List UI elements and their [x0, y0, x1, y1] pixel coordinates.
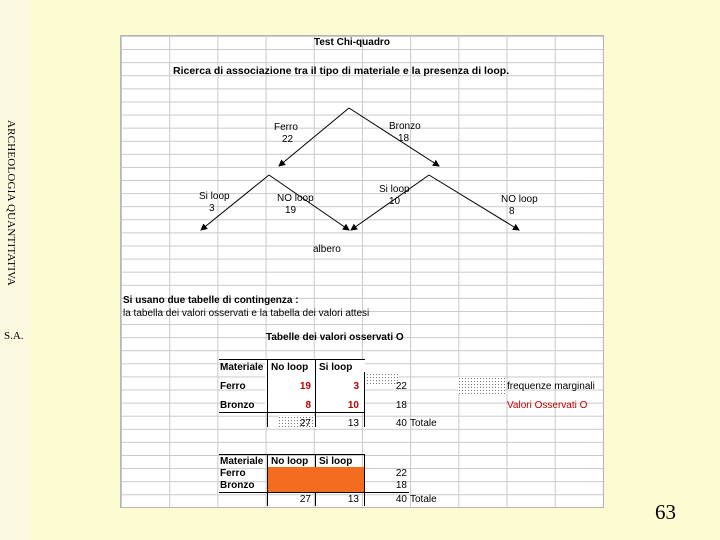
branch-to-bronzo: [349, 108, 439, 166]
expected-total-si: 13: [347, 494, 359, 505]
tree-caption: albero: [313, 244, 341, 255]
intro-line-1: Si usano due tabelle di contingenza :: [123, 295, 299, 306]
tree-ferro-label: Ferro: [274, 122, 298, 133]
legend-dotted-swatch: [458, 377, 505, 394]
observed-row2-no: 8: [305, 400, 311, 411]
legend-observed-text: Valori Osservati O: [507, 400, 588, 411]
tree-ferro-si-value: 3: [209, 203, 215, 214]
expected-col-rule-3: [364, 454, 365, 506]
tree-bronzo-si-label: Si loop: [379, 184, 410, 195]
observed-grand-total: 40: [395, 418, 407, 429]
observed-header-siloop: Si loop: [319, 362, 353, 373]
intro-line-2: la tabella dei valori osservati e la tabella dei valori attesi: [123, 308, 370, 319]
expected-row1-label: Ferro: [220, 468, 246, 479]
tree-bronzo-si-value: 10: [389, 196, 401, 207]
observed-col-rule-1: [267, 359, 268, 427]
observed-table-title: Tabelle dei valori osservati O: [266, 332, 404, 343]
observed-header-noloop: No loop: [271, 362, 309, 373]
probability-tree: [121, 36, 603, 507]
observed-header-rule: [219, 359, 365, 360]
tree-bronzo-no-value: 8: [509, 206, 515, 217]
observed-row1-total: 22: [395, 381, 407, 392]
observed-col-rule-3: [364, 372, 365, 427]
expected-grand-total: 40: [395, 494, 407, 505]
observed-row1-label: Ferro: [220, 381, 246, 392]
expected-header-materiale: Materiale: [220, 456, 264, 467]
observed-row2-si: 10: [347, 400, 359, 411]
expected-totale-label: Totale: [410, 494, 437, 505]
tree-bronzo-no-label: NO loop: [501, 194, 538, 205]
tree-ferro-si-label: Si loop: [199, 191, 230, 202]
expected-values-orange-block: [268, 467, 364, 492]
tree-ferro-no-value: 19: [285, 205, 297, 216]
legend-marginal-text: frequenze marginali: [507, 381, 595, 392]
spreadsheet-image: [120, 35, 604, 508]
tree-bronzo-label: Bronzo: [389, 121, 421, 132]
expected-header-rule: [219, 454, 365, 455]
observed-total-rule: [219, 412, 365, 413]
tree-ferro-no-label: NO loop: [277, 193, 314, 204]
sheet-title: Test Chi-quadro: [314, 37, 390, 48]
page-number: 63: [655, 500, 676, 524]
expected-header-noloop: No loop: [271, 456, 309, 467]
observed-total-si: 13: [347, 418, 359, 429]
observed-row1-no: 19: [299, 381, 311, 392]
tree-ferro-value: 22: [282, 134, 294, 145]
expected-row2-label: Bronzo: [220, 480, 255, 491]
observed-header-materiale: Materiale: [220, 362, 264, 373]
tree-bronzo-value: 18: [398, 133, 410, 144]
expected-total-rule: [219, 492, 409, 493]
observed-row2-total: 18: [395, 400, 407, 411]
expected-row2-total: 18: [395, 480, 407, 491]
observed-totale-label: Totale: [410, 418, 437, 429]
observed-row2-label: Bronzo: [220, 400, 255, 411]
expected-total-no: 27: [299, 494, 311, 505]
author-initials: S.A.: [4, 330, 24, 342]
vertical-course-title: ARCHEOLOGIA QUANTITATIVA: [5, 120, 17, 286]
sheet-subtitle: Ricerca di associazione tra il tipo di materiale e la presenza di loop.: [173, 65, 510, 77]
expected-header-siloop: Si loop: [319, 456, 353, 467]
observed-total-no: 27: [299, 418, 311, 429]
observed-col-rule-2: [315, 359, 316, 427]
expected-row1-total: 22: [395, 468, 407, 479]
observed-row1-si: 3: [353, 381, 359, 392]
